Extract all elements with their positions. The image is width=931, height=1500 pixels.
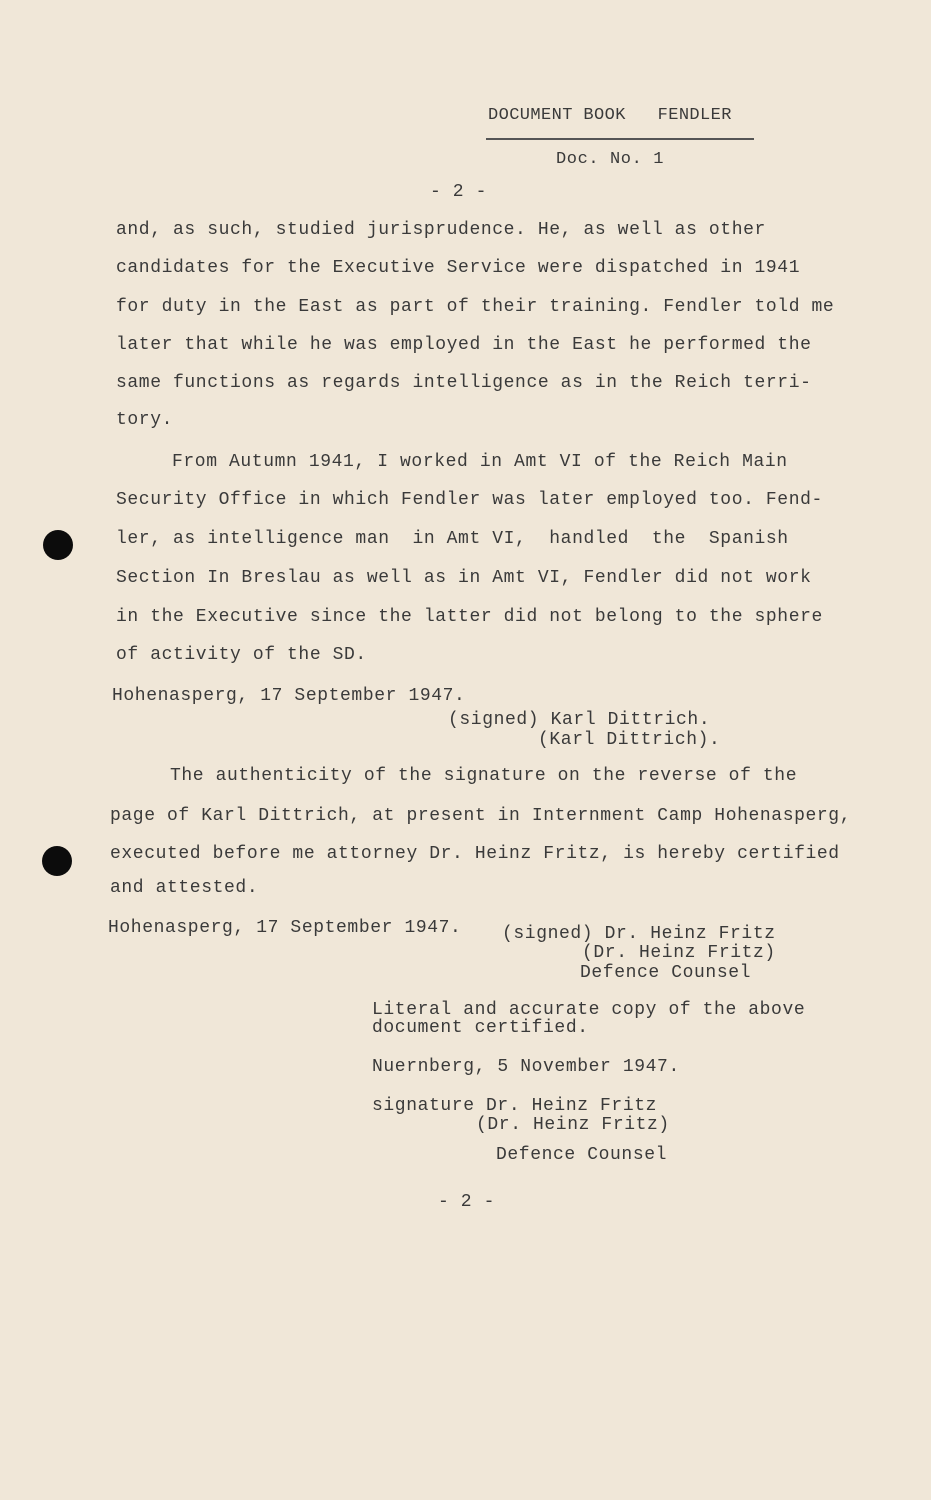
doc-number: Doc. No. 1 (556, 150, 665, 169)
paragraph3-line: and attested. (110, 878, 259, 898)
paragraph3-line: The authenticity of the signature on the reverse of the (170, 766, 798, 786)
paragraph2-line: From Autumn 1941, I worked in Amt VI of the Reich Main (172, 452, 788, 472)
paragraph1-line: for duty in the East as part of their training. Fendler told me (116, 297, 835, 317)
signature3-line: signature Dr. Heinz Fritz (372, 1096, 658, 1116)
certification-line: Literal and accurate copy of the above (372, 1000, 806, 1020)
place-date-2: Hohenasperg, 17 September 1947. (108, 918, 462, 938)
page-number-bottom: - 2 - (438, 1192, 496, 1212)
paragraph3-line: executed before me attorney Dr. Heinz Fritz, is hereby certified (110, 844, 840, 864)
paragraph1-line: candidates for the Executive Service were dispatched in 1941 (116, 258, 801, 278)
signature3-role: Defence Counsel (496, 1145, 668, 1165)
paragraph2-line: ler, as intelligence man in Amt VI, handled the Spanish (116, 529, 789, 549)
paragraph2-line: Section In Breslau as well as in Amt VI, Fendler did not work (116, 568, 812, 588)
signature3-name: (Dr. Heinz Fritz) (476, 1115, 670, 1135)
signature1-signed: (signed) Karl Dittrich. (448, 710, 711, 730)
paragraph1-line: later that while he was employed in the East he performed the (116, 335, 812, 355)
place-date-3: Nuernberg, 5 November 1947. (372, 1057, 680, 1077)
paragraph1-line: same functions as regards intelligence as in the Reich terri- (116, 373, 812, 393)
paragraph1-line: and, as such, studied jurisprudence. He, as well as other (116, 220, 766, 240)
punch-hole (43, 530, 73, 560)
page-number-top: - 2 - (430, 182, 488, 202)
paragraph1-line: tory. (116, 410, 174, 430)
signature1-name: (Karl Dittrich). (538, 730, 721, 750)
punch-hole (42, 846, 72, 876)
place-date-1: Hohenasperg, 17 September 1947. (112, 686, 466, 706)
header-underline (486, 138, 754, 140)
certification-line: document certified. (372, 1018, 589, 1038)
paragraph2-line: of activity of the SD. (116, 645, 367, 665)
paragraph3-line: page of Karl Dittrich, at present in Internment Camp Hohenasperg, (110, 806, 852, 826)
paragraph2-line: in the Executive since the latter did not belong to the sphere (116, 607, 823, 627)
signature2-role: Defence Counsel (580, 963, 752, 983)
paragraph2-line: Security Office in which Fendler was later employed too. Fend- (116, 490, 823, 510)
signature2-signed: (signed) Dr. Heinz Fritz (502, 924, 776, 944)
document-book-title: DOCUMENT BOOK FENDLER (488, 106, 732, 125)
signature2-name: (Dr. Heinz Fritz) (582, 943, 776, 963)
